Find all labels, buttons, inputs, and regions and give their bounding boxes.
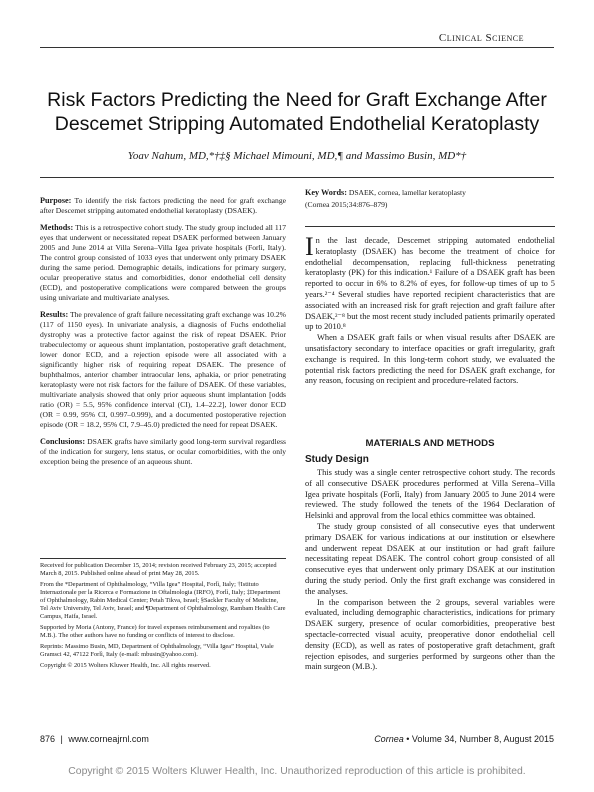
author-line: Yoav Nahum, MD,*†‡§ Michael Mimouni, MD,¶ and Massimo Busin, MD*† xyxy=(127,150,467,162)
section-label: Clinical Science xyxy=(438,32,524,44)
copyright-banner: Copyright © 2015 Wolters Kluwer Health, Inc. Unauthorized reproduction of this article is prohibited. xyxy=(68,766,526,777)
methods-paragraph-1: This study was a single center retrospective cohort study. The records of all consecutive DSAEK procedures performed at Villa Serena–Villa Igea private hospitals (Forlì, Italy) from January 2005 to June 2014 were reviewed. The study followed the tenets of the 1964 Declaration of Helsinki and approval from the local ethics committee was obtained. xyxy=(305,468,555,521)
abstract-results xyxy=(40,310,286,430)
methods-body xyxy=(305,468,555,673)
methods-paragraph-2: The study group consisted of all consecutive eyes that underwent primary DSAEK for various indications at our institution or elsewhere and underwent repeat DSAEK at our institution or had graft failure necessitating repeat DSAEK. The control cohort group consisted of all consecutive eyes that underwent only primary DSAEK at our institution during the study period. Only the first graft exchange was considered in the analyses. xyxy=(305,521,555,596)
subsection-heading: Study Design xyxy=(305,454,369,465)
purpose-label: Purpose: xyxy=(40,196,72,205)
introduction xyxy=(305,232,555,387)
page-footer-left: 876 | www.corneajrnl.com xyxy=(40,734,149,744)
issue-info: Volume 34, Number 8, August 2015 xyxy=(411,734,554,744)
journal-name: Cornea xyxy=(374,734,404,744)
footnote-copyright: Copyright © 2015 Wolters Kluwer Health, Inc. All rights reserved. xyxy=(40,662,211,669)
keywords-block xyxy=(305,188,555,210)
section-heading: MATERIALS AND METHODS xyxy=(365,438,495,449)
title-rule xyxy=(40,177,554,178)
page-footer-right: Cornea • Volume 34, Number 8, August 2015 xyxy=(374,734,554,744)
abstract xyxy=(40,196,286,474)
footnote-affiliations: From the *Department of Ophthalmology, “Villa Igea” Hospital, Forlì, Italy; †Istituto Internazionale per la Ricerca e Formazione in Oftalmologia (IRFO), Forlì, Italy; ‡Department of Ophthalmology, Rabin Medical Center; Petah Tikva, Israel; §Sackler Faculty of Medicine, Tel Aviv University, Tel Aviv, Israel; and ¶Department of Ophthalmology, Rambam Health Care Campus, Haifa, Israel. xyxy=(40,581,286,620)
footnote-rule xyxy=(40,558,286,559)
header-rule xyxy=(40,47,554,48)
purpose-text: To identify the risk factors predicting the need for graft exchange after Descemet stripping automated endothelial keratoplasty (DSAEK). xyxy=(40,196,287,215)
abstract-conclusions xyxy=(40,437,286,467)
methods-text: This is a retrospective cohort study. The study group included all 117 eyes that underwent or necessitated repeat DSAEK performed between January 2005 and June 2014 at Villa Serena–Villa Igea private hospitals (Forlì, Italy). The control group consisted of 1033 eyes that underwent only primary DSAEK during the same period. Demographic details, indications for primary surgery, ocular preoperative status and comorbidities, donor endothelial cell density (ECD), and postoperative complications were compared between the groups using univariate and multivariate analyses. xyxy=(40,223,287,302)
results-label: Results: xyxy=(40,310,69,319)
footnotes xyxy=(40,562,286,673)
conclusions-text: DSAEK grafts have similarly good long-term survival regardless of the indication for surgery, lens status, or ocular comorbidities, with the only exception being the presence of an aqueous shunt. xyxy=(40,437,286,466)
citation: (Cornea 2015;34:876–879) xyxy=(305,200,388,209)
intro-p1-text: n the last decade, Descemet stripping automated endothelial keratoplasty (DSAEK) has become the treatment of choice for endothelial decompensation, replacing full-thickness penetrating keratoplasty (PK) for this indication.¹ Failure of a DSAEK graft has been reported to occur in 6% to 8.2% of eyes, for follow-up times of up to 5 years.²⁻⁴ Several studies have reported recipient characteristics that are associated with an increased risk for graft rejection and graft failure after DSAEK,²⁻⁸ but the most recent study included patients primarily operated up to 2010.⁸ xyxy=(305,236,555,332)
footnote-received: Received for publication December 15, 2014; revision received February 23, 2015; accepted March 8, 2015. Published online ahead of print May 28, 2015. xyxy=(40,562,277,577)
drop-cap: I xyxy=(305,232,314,261)
keywords-rule xyxy=(305,226,555,227)
results-text: The prevalence of graft failure necessitating graft exchange was 10.2% (117 of 1150 eyes). In univariate analysis, a diagnosis of Fuchs endothelial dystrophy was a protective factor against the risk of repeat DSAEK. Prior trabeculectomy or aqueous shunt implantation, postoperative graft detachment, lower donor ECD, and a rejection episode were all associated with a significantly higher risk of requiring repeat DSAEK. The presence of buphthalmos, anterior chamber intraocular lens, aphakia, or prior penetrating keratoplasty were not risk factors for the failure of DSAEK. Of these variables, multivariate analysis showed that only prior aqueous shunt implantation [odds ratio (OR) = 5.5, 95% confidence interval (CI), 1.4–22.2], lower donor ECD (OR = 0.99, 95% CI, 0.997–0.999), and a documented postoperative rejection episode (OR = 18.2, 95% CI, 7.9–45.0) predicted the need for repeat DSAEK. xyxy=(40,310,286,429)
article-title: Risk Factors Predicting the Need for Graft Exchange After Descemet Stripping Automated Endothelial Keratoplasty xyxy=(47,89,547,135)
intro-paragraph-2: When a DSAEK graft fails or when visual results after DSAEK are unsatisfactory secondary to interface opacities or graft irregularity, graft exchange is required. In this long-term cohort study, we evaluated the potential risk factors predicting the need for DSAEK graft exchange, for any reason, focusing on recipient and procedure-related factors. xyxy=(305,333,555,386)
footnote-reprints: Reprints: Massimo Busin, MD, Department of Ophthalmology, “Villa Igea” Hospital, Viale Gramsci 42, 47122 Forlì, Italy (e-mail: mbusin@yahoo.com). xyxy=(40,643,274,658)
methods-label: Methods: xyxy=(40,223,74,232)
methods-paragraph-3: In the comparison between the 2 groups, several variables were evaluated, including demographic characteristics, indications for primary DSAEK surgery, presence of ocular comorbidities, preoperative best spectacle-corrected visual acuity, preoperative donor endothelial cell density (ECD), as well as rates of postoperative graft detachment, graft rejection episodes, and surgeries performed by surgeons other than the main surgeon (M.B.). xyxy=(305,597,555,672)
conclusions-label: Conclusions: xyxy=(40,437,86,446)
keywords-label: Key Words: xyxy=(305,188,347,197)
abstract-purpose xyxy=(40,196,286,216)
page-number: 876 xyxy=(40,734,56,744)
abstract-methods xyxy=(40,223,286,303)
keywords-text: DSAEK, cornea, lamellar keratoplasty xyxy=(348,188,466,197)
journal-website: www.corneajrnl.com xyxy=(68,734,149,744)
intro-paragraph-1 xyxy=(305,232,555,333)
footnote-support: Supported by Moria (Antony, France) for travel expenses reimbursement and royalties (to M.B.). The other authors have no funding or conflicts of interest to disclose. xyxy=(40,624,270,639)
